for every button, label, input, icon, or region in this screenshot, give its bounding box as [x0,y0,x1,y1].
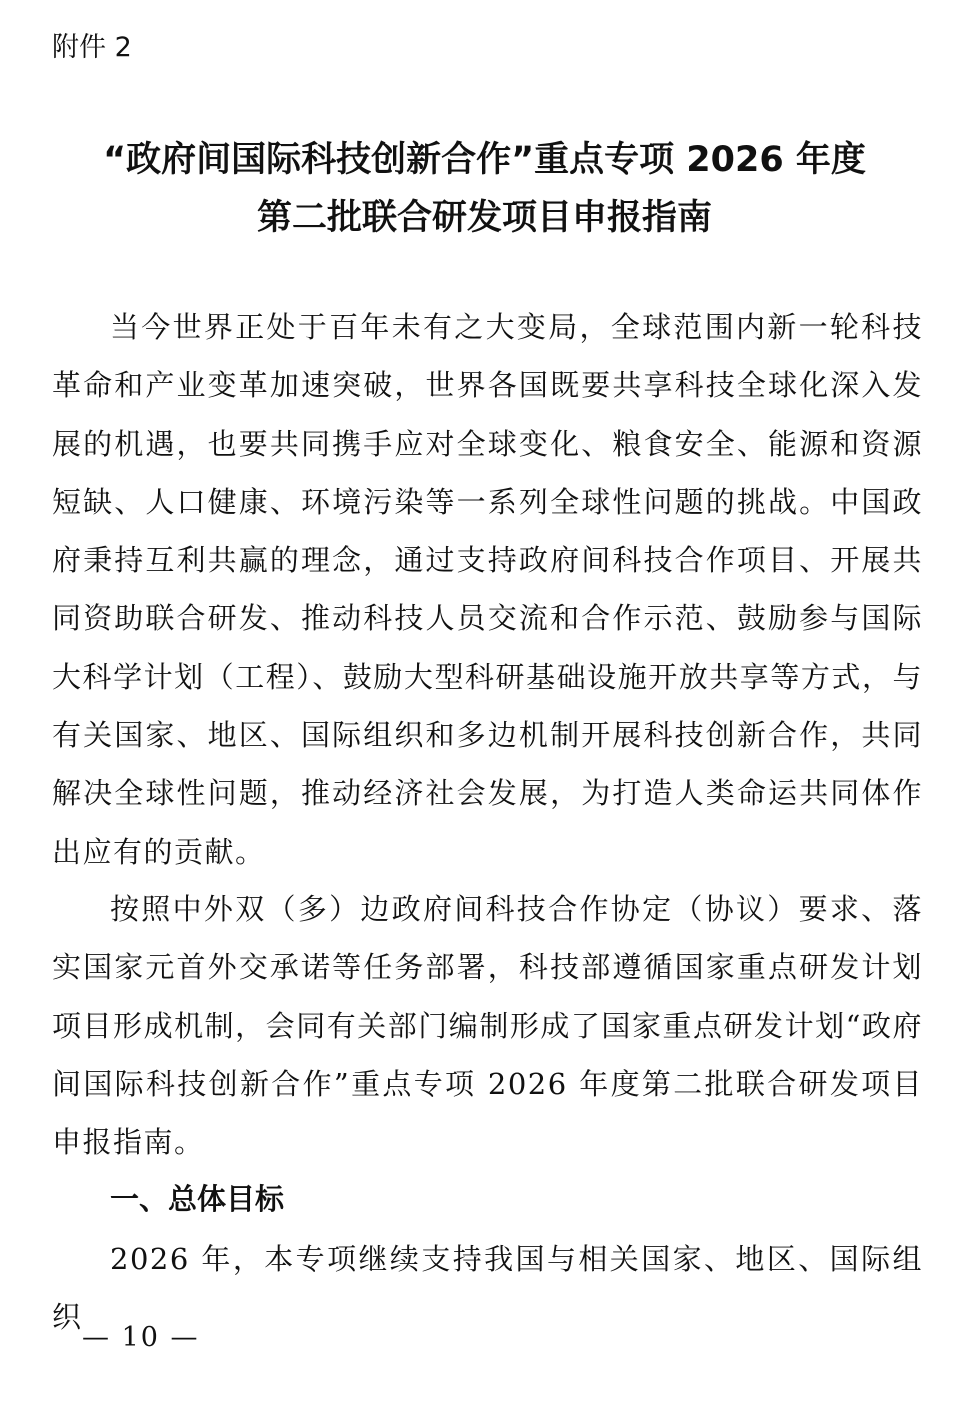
document-title-line1: “政府间国际科技创新合作”重点专项 2026 年度 [103,140,866,180]
section-paragraph: 2026 年，本专项继续支持我国与相关国家、地区、国际组织 [52,1242,923,1335]
attachment-label: 附件 2 [52,32,132,63]
body-paragraph-2: 按照中外双（多）边政府间科技合作协定（协议）要求、落实国家元首外交承诺等任务部署，科技部遵循国家重点研发计划项目形成机制，会同有关部门编制形成了国家重点研发计划“政府间国际科技创新合作”重点专项 2026 年度第二批联合研发项目申报指南。 [52,892,923,1160]
section-heading: 一、总体目标 [110,1182,285,1216]
document-title-line2: 第二批联合研发项目申报指南 [256,198,712,238]
page-number: — 10 — [82,1322,200,1353]
body-paragraph-1: 当今世界正处于百年未有之大变局，全球范围内新一轮科技革命和产业变革加速突破，世界各国既要共享科技全球化深入发展的机遇，也要共同携手应对全球变化、粮食安全、能源和资源短缺、人口健康、环境污染等一系列全球性问题的挑战。中国政府秉持互利共赢的理念，通过支持政府间科技合作项目、开展共同资助联合研发、推动科技人员交流和合作示范、鼓励参与国际大科学计划（工程）、鼓励大型科研基础设施开放共享等方式，与有关国家、地区、国际组织和多边机制开展科技创新合作，共同解决全球性问题，推动经济社会发展，为打造人类命运共同体作出应有的贡献。 [52,310,923,869]
